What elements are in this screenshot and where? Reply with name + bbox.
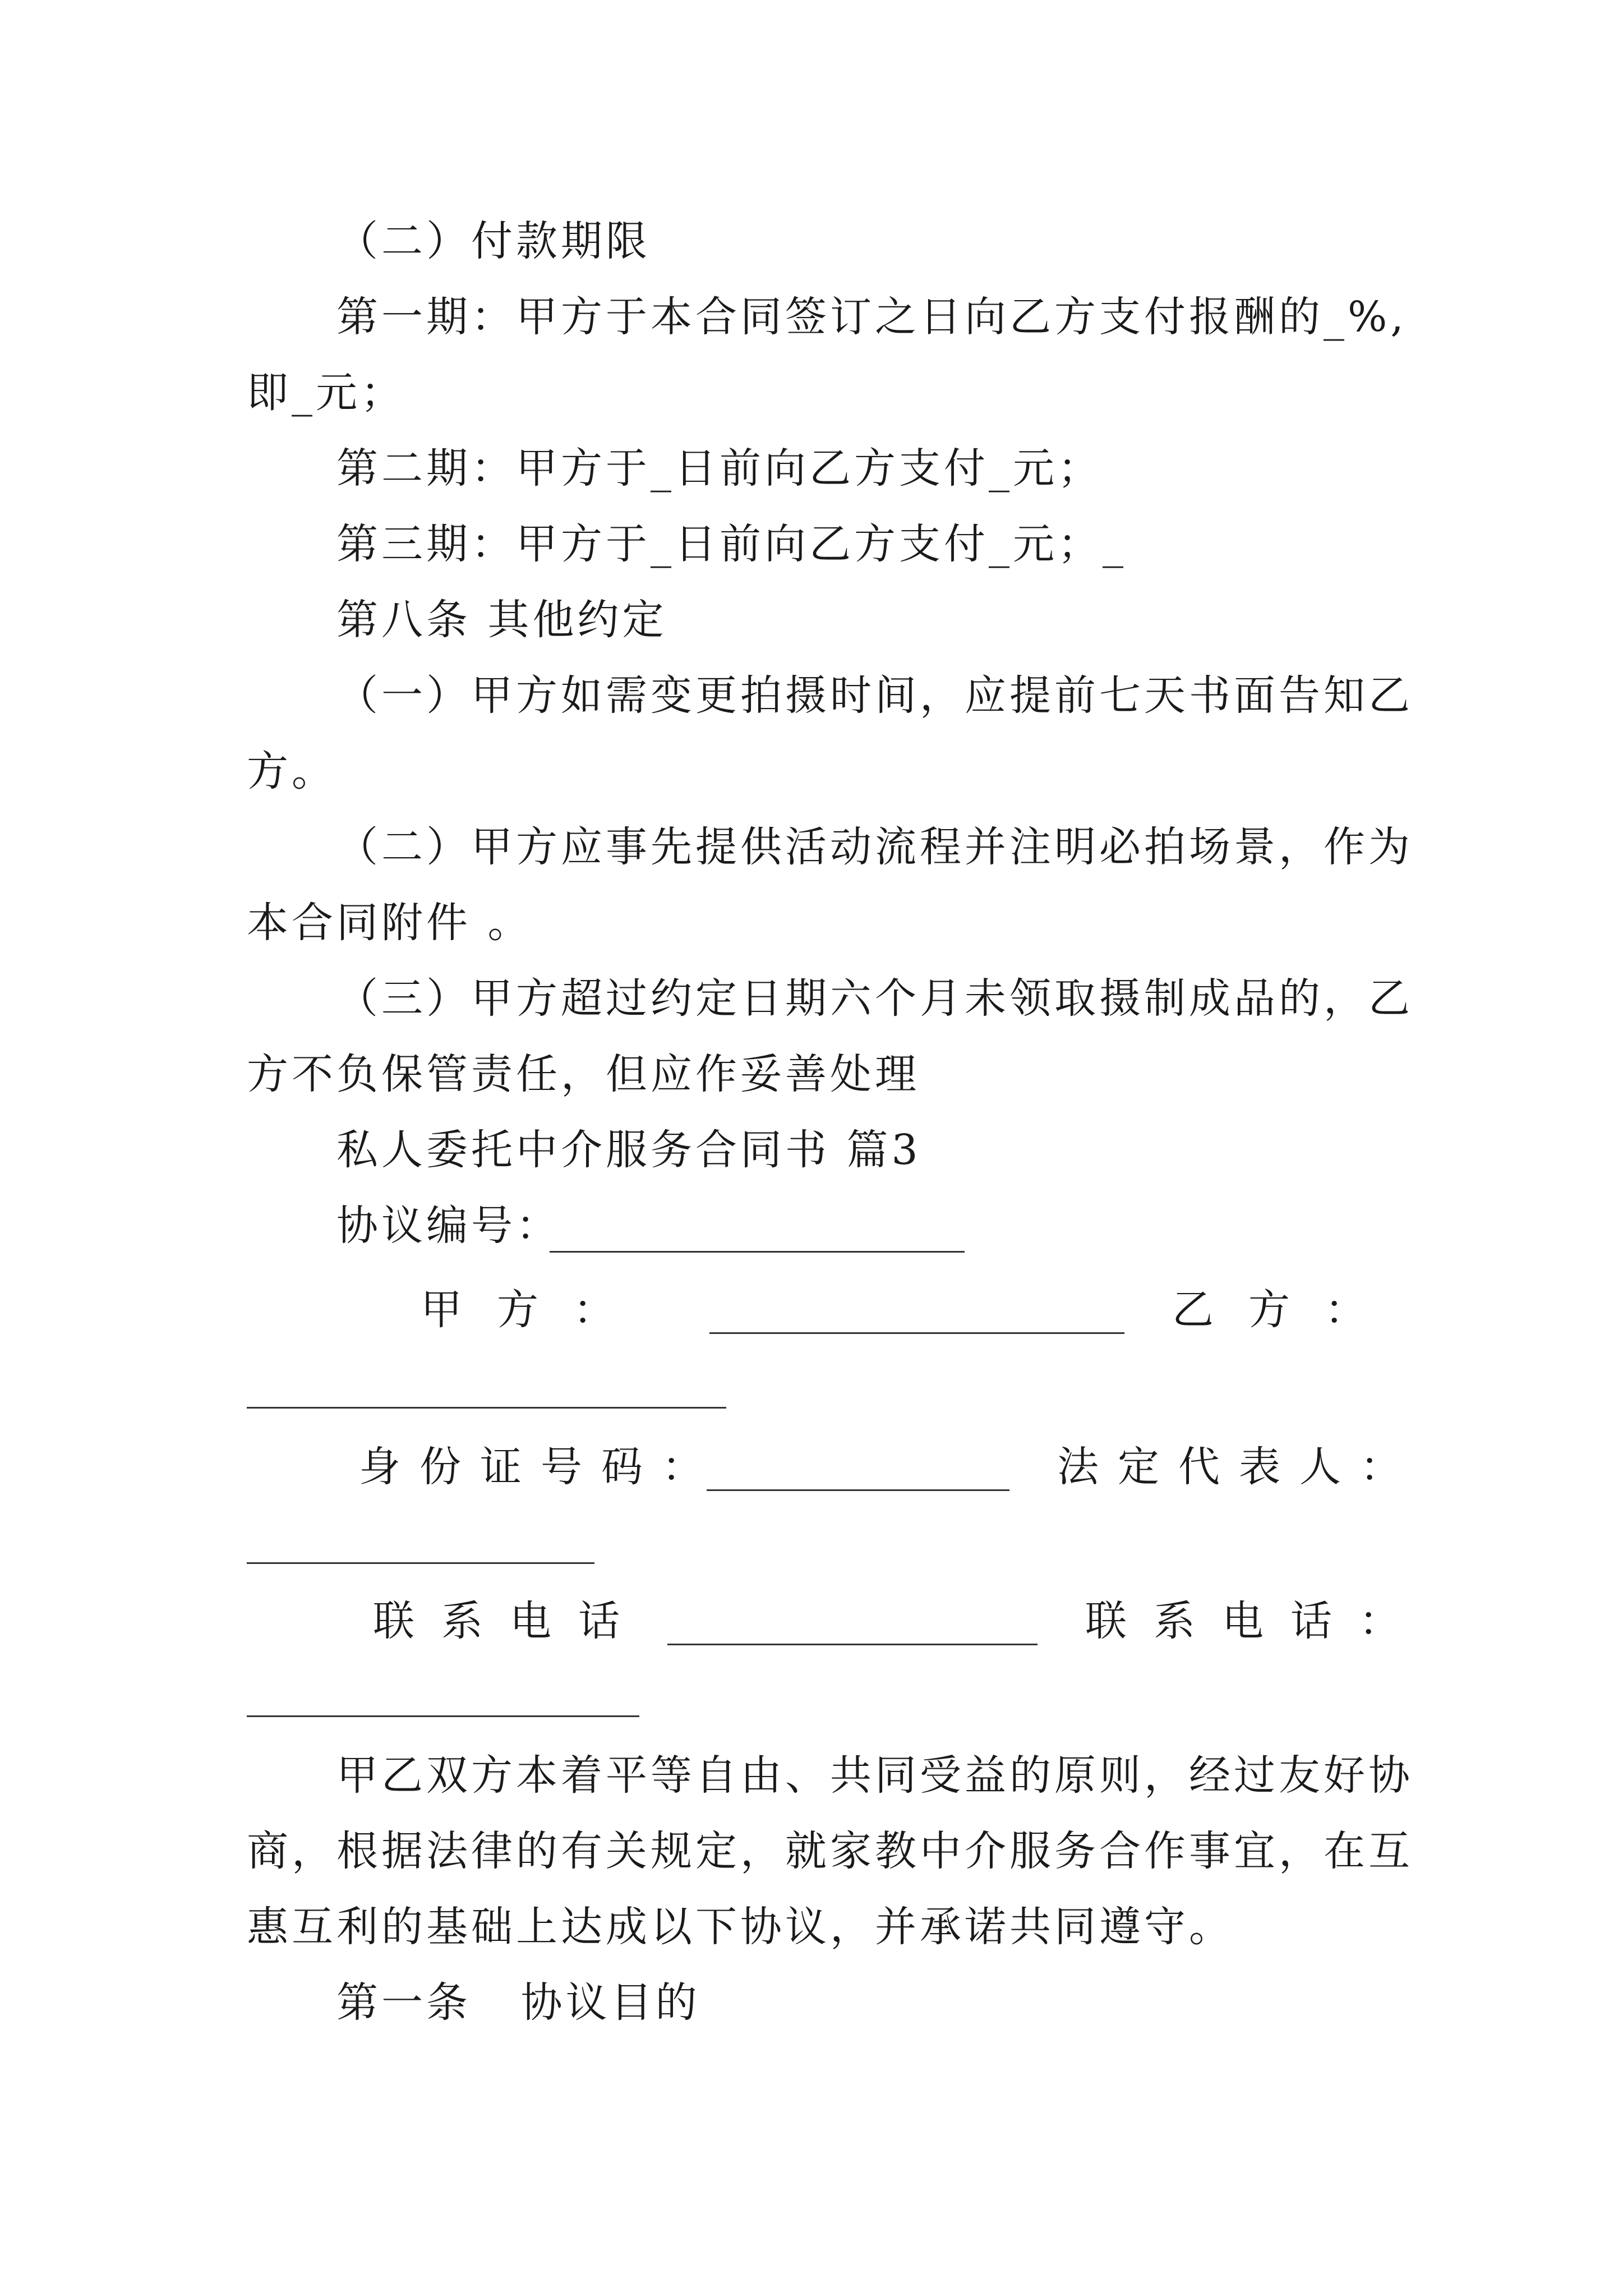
paragraph-line: 即_元；: [247, 369, 405, 417]
paragraph-line: （一）甲方如需变更拍摄时间，应提前七天书面告知乙: [336, 671, 1413, 720]
agreement-number-blank: [550, 1251, 965, 1253]
legal-rep-blank: [247, 1562, 594, 1564]
party-a-label: 甲方：: [421, 1286, 649, 1334]
id-number-label: 身份证号码：: [359, 1443, 722, 1491]
party-a-blank: [709, 1332, 1124, 1334]
phone-label-b: 联系电话：: [1085, 1597, 1427, 1645]
party-b-blank: [247, 1407, 726, 1409]
legal-rep-label: 法定代表人：: [1057, 1443, 1421, 1491]
phone-blank-b: [247, 1715, 639, 1717]
agreement-number-label: 协议编号：: [336, 1202, 561, 1250]
party-b-label: 乙方：: [1172, 1286, 1401, 1334]
paragraph-line: 第一期：甲方于本合同签订之日向乙方支付报酬的_%,: [336, 293, 1407, 341]
paragraph-line: 方。: [247, 747, 336, 795]
paragraph-line: 方不负保管责任，但应作妥善处理: [247, 1050, 920, 1098]
paragraph-line: 甲乙双方本着平等自由、共同受益的原则，经过友好协: [336, 1751, 1413, 1800]
paragraph-line: 第三期：甲方于_日前向乙方支付_元；_: [336, 520, 1127, 568]
phone-label-a: 联系电话: [373, 1597, 647, 1645]
article-heading: 第一条 协议目的: [336, 1978, 700, 2027]
paragraph-line: （三）甲方超过约定日期六个月未领取摄制成品的，乙: [336, 974, 1413, 1023]
paragraph-line: 商，根据法律的有关规定，就家教中介服务合作事宜，在互: [247, 1827, 1413, 1875]
section-heading-payment-term: （二）付款期限: [336, 217, 651, 265]
article-heading: 第八条 其他约定: [336, 596, 667, 644]
paragraph-line: （二）甲方应事先提供活动流程并注明必拍场景，作为: [336, 823, 1413, 871]
paragraph-line: 第二期：甲方于_日前向乙方支付_元；: [336, 444, 1103, 493]
phone-blank-a: [667, 1644, 1038, 1645]
paragraph-line: 惠互利的基础上达成以下协议，并承诺共同遵守。: [247, 1903, 1234, 1951]
paragraph-line: 本合同附件 。: [247, 899, 533, 947]
contract-title: 私人委托中介服务合同书 篇3: [336, 1126, 921, 1174]
id-number-blank: [707, 1489, 1009, 1491]
